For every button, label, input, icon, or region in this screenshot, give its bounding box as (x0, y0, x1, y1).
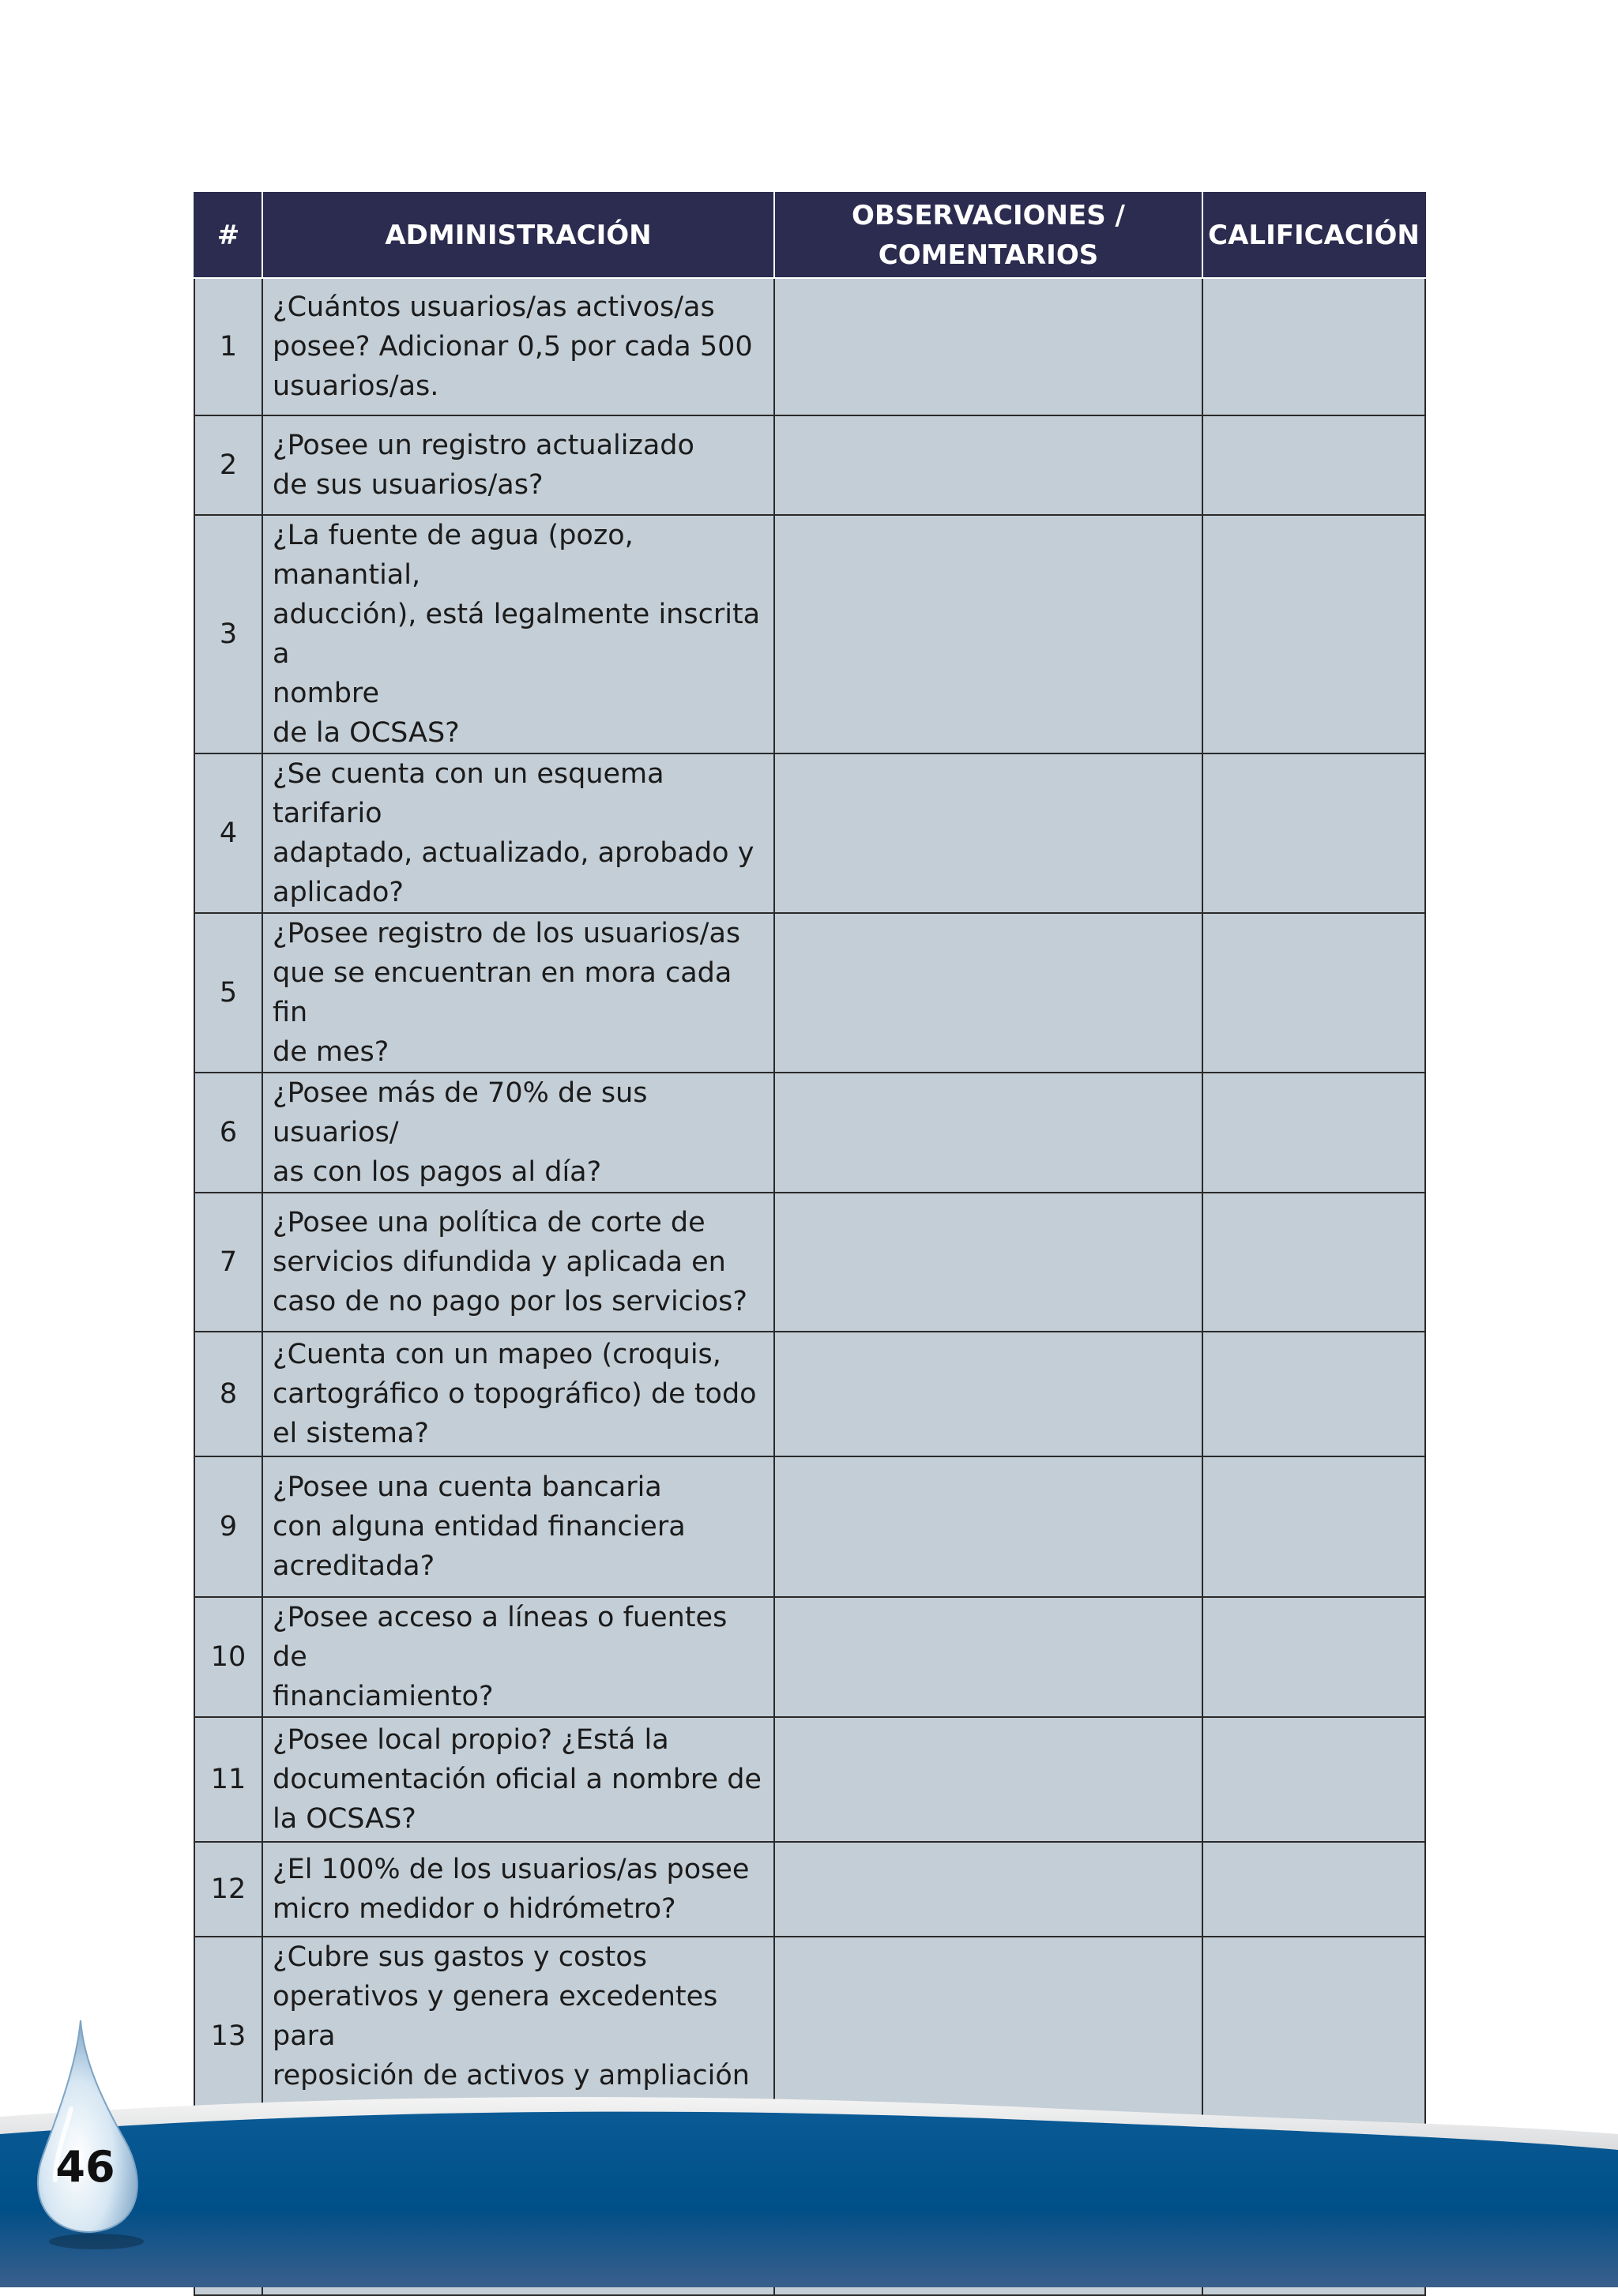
table-row (194, 278, 1425, 415)
rating-cell[interactable] (1202, 1842, 1425, 1937)
table-header-row (194, 193, 1425, 278)
page-number: 46 (55, 2142, 115, 2192)
observations-cell[interactable] (774, 1332, 1202, 1456)
row-number: 5 (194, 913, 262, 1073)
observations-cell[interactable] (774, 1073, 1202, 1193)
header-administration: ADMINISTRACIÓN (262, 193, 774, 278)
row-number: 11 (194, 1717, 262, 1842)
observations-cell[interactable] (774, 1193, 1202, 1332)
rating-cell[interactable] (1202, 1456, 1425, 1597)
row-number: 6 (194, 1073, 262, 1193)
row-number: 2 (194, 415, 262, 515)
row-question: ¿Cubre sus gastos y costos operativos y genera excedentes para reposición de activos y ampliación (262, 1937, 774, 2136)
rating-cell[interactable] (1202, 1193, 1425, 1332)
table-row (194, 515, 1425, 753)
row-number: 10 (194, 1597, 262, 1717)
header-number: # (194, 193, 262, 278)
table-row (194, 1597, 1425, 1717)
row-number: 12 (194, 1842, 262, 1937)
table-row (194, 1193, 1425, 1332)
row-question: ¿Cuántos usuarios/as activos/as posee? Adicionar 0,5 por cada 500 usuarios/as. (262, 278, 774, 415)
row-question: ¿Posee más de 70% de sus usuarios/ as con los pagos al día? (262, 1073, 774, 1193)
row-number: 9 (194, 1456, 262, 1597)
row-number: 13 (194, 1937, 262, 2136)
observations-cell[interactable] (774, 415, 1202, 515)
row-question: ¿Posee registro de los usuarios/as que se encuentran en mora cada fin de mes? (262, 913, 774, 1073)
rating-cell[interactable] (1202, 1332, 1425, 1456)
observations-cell[interactable] (774, 515, 1202, 753)
observations-cell[interactable] (774, 1597, 1202, 1717)
table-row (194, 1332, 1425, 1456)
observations-cell[interactable] (774, 1717, 1202, 1842)
row-question: ¿Posee un registro actualizado de sus usuarios/as? (262, 415, 774, 515)
row-number: 4 (194, 753, 262, 913)
observations-cell[interactable] (774, 913, 1202, 1073)
row-question: ¿Posee acceso a líneas o fuentes de financiamiento? (262, 1597, 774, 1717)
observations-cell[interactable] (774, 1456, 1202, 1597)
row-question: ¿Posee local propio? ¿Está la documentación oficial a nombre de la OCSAS? (262, 1717, 774, 1842)
rating-cell[interactable] (1202, 1597, 1425, 1717)
rating-cell[interactable] (1202, 1717, 1425, 1842)
administration-assessment-table (194, 192, 1426, 2296)
table-row (194, 913, 1425, 1073)
rating-cell[interactable] (1202, 515, 1425, 753)
header-observations-line2: COMENTARIOS (878, 239, 1099, 271)
water-drop-icon (24, 2014, 166, 2251)
table-row (194, 1456, 1425, 1597)
row-question: ¿Cuenta con un mapeo (croquis, cartográfico o topográfico) de todo el sistema? (262, 1332, 774, 1456)
row-number: 1 (194, 278, 262, 415)
rating-cell[interactable] (1202, 278, 1425, 415)
rating-cell[interactable] (1202, 1073, 1425, 1193)
row-number: 3 (194, 515, 262, 753)
observations-cell[interactable] (774, 1842, 1202, 1937)
header-observations (774, 193, 1202, 278)
table-row (194, 753, 1425, 913)
observations-cell[interactable] (774, 753, 1202, 913)
observations-cell[interactable] (774, 278, 1202, 415)
table-row (194, 1842, 1425, 1937)
row-question: ¿El 100% de los usuarios/as posee micro medidor o hidrómetro? (262, 1842, 774, 1937)
rating-cell[interactable] (1202, 415, 1425, 515)
table-row (194, 1717, 1425, 1842)
row-question: ¿Posee una cuenta bancaria con alguna entidad financiera acreditada? (262, 1456, 774, 1597)
table-row (194, 415, 1425, 515)
footer-wave (0, 2093, 1618, 2287)
row-question: ¿Se cuenta con un esquema tarifario adaptado, actualizado, aprobado y aplicado? (262, 753, 774, 913)
header-rating: CALIFICACIÓN (1202, 193, 1425, 278)
row-number: 7 (194, 1193, 262, 1332)
row-number: 8 (194, 1332, 262, 1456)
rating-cell[interactable] (1202, 913, 1425, 1073)
header-observations-line1: OBSERVACIONES / (852, 200, 1125, 231)
row-question: ¿Posee una política de corte de servicios difundida y aplicada en caso de no pago por los servicios? (262, 1193, 774, 1332)
row-question: ¿La fuente de agua (pozo, manantial, aducción), está legalmente inscrita a nombre de la OCSAS? (262, 515, 774, 753)
table-row (194, 1073, 1425, 1193)
rating-cell[interactable] (1202, 753, 1425, 913)
